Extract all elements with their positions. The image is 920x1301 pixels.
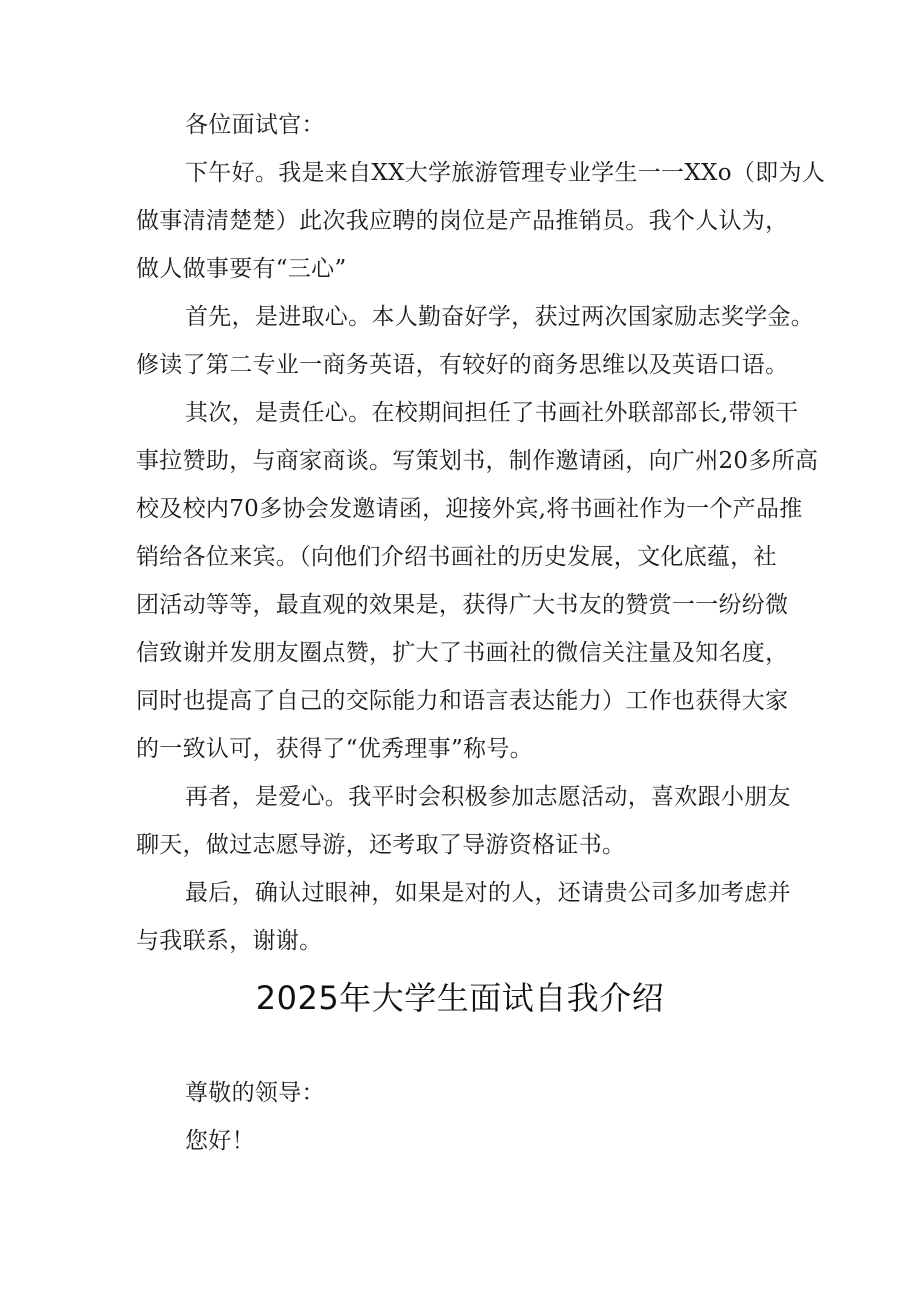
paragraph-line: 团活动等等，最直观的效果是，获得广大书友的赞赏一一纷纷微 xyxy=(136,592,789,618)
section-title: 2025年大学生面试自我介绍 xyxy=(255,979,665,1017)
paragraph-line: 与我联系，谢谢。 xyxy=(136,928,323,954)
paragraph-line: 下午好。我是来自XX大学旅游管理专业学生一一XXo（即为人 xyxy=(185,160,826,186)
paragraph-line: 修读了第二专业一商务英语，有较好的商务思维以及英语口语。 xyxy=(136,352,789,378)
hello-line: 您好！ xyxy=(185,1128,255,1154)
paragraph-line: 做人做事要有“三心” xyxy=(136,256,347,282)
paragraph-line: 校及校内70多协会发邀请函，迎接外宾,将书画社作为一个产品推 xyxy=(136,496,803,522)
paragraph-line: 同时也提高了自己的交际能力和语言表达能力）工作也获得大家 xyxy=(136,688,789,714)
paragraph-line: 首先，是进取心。本人勤奋好学，获过两次国家励志奖学金。 xyxy=(185,304,815,330)
paragraph-line: 事拉赞助，与商家商谈。写策划书，制作邀请函，向广州20多所高 xyxy=(136,448,819,474)
paragraph-line: 最后，确认过眼神，如果是对的人，还请贵公司多加考虑并 xyxy=(185,880,791,906)
paragraph-line: 销给各位来宾。（向他们介绍书画社的历史发展，文化底蕴，社 xyxy=(136,544,777,570)
greeting-line: 各位面试官： xyxy=(185,112,325,138)
paragraph-line: 再者，是爱心。我平时会积极参加志愿活动，喜欢跟小朋友 xyxy=(185,784,791,810)
paragraph-line: 其次，是责任心。在校期间担任了书画社外联部部长,带领干 xyxy=(185,400,799,426)
paragraph-line: 聊天，做过志愿导游，还考取了导游资格证书。 xyxy=(136,832,626,858)
greeting-line: 尊敬的领导： xyxy=(185,1080,325,1106)
paragraph-line: 信致谢并发朋友圈点赞，扩大了书画社的微信关注量及知名度， xyxy=(136,640,789,666)
paragraph-line: 的一致认可，获得了“优秀理事”称号。 xyxy=(136,736,533,762)
paragraph-line: 做事清清楚楚）此次我应聘的岗位是产品推销员。我个人认为， xyxy=(136,208,789,234)
